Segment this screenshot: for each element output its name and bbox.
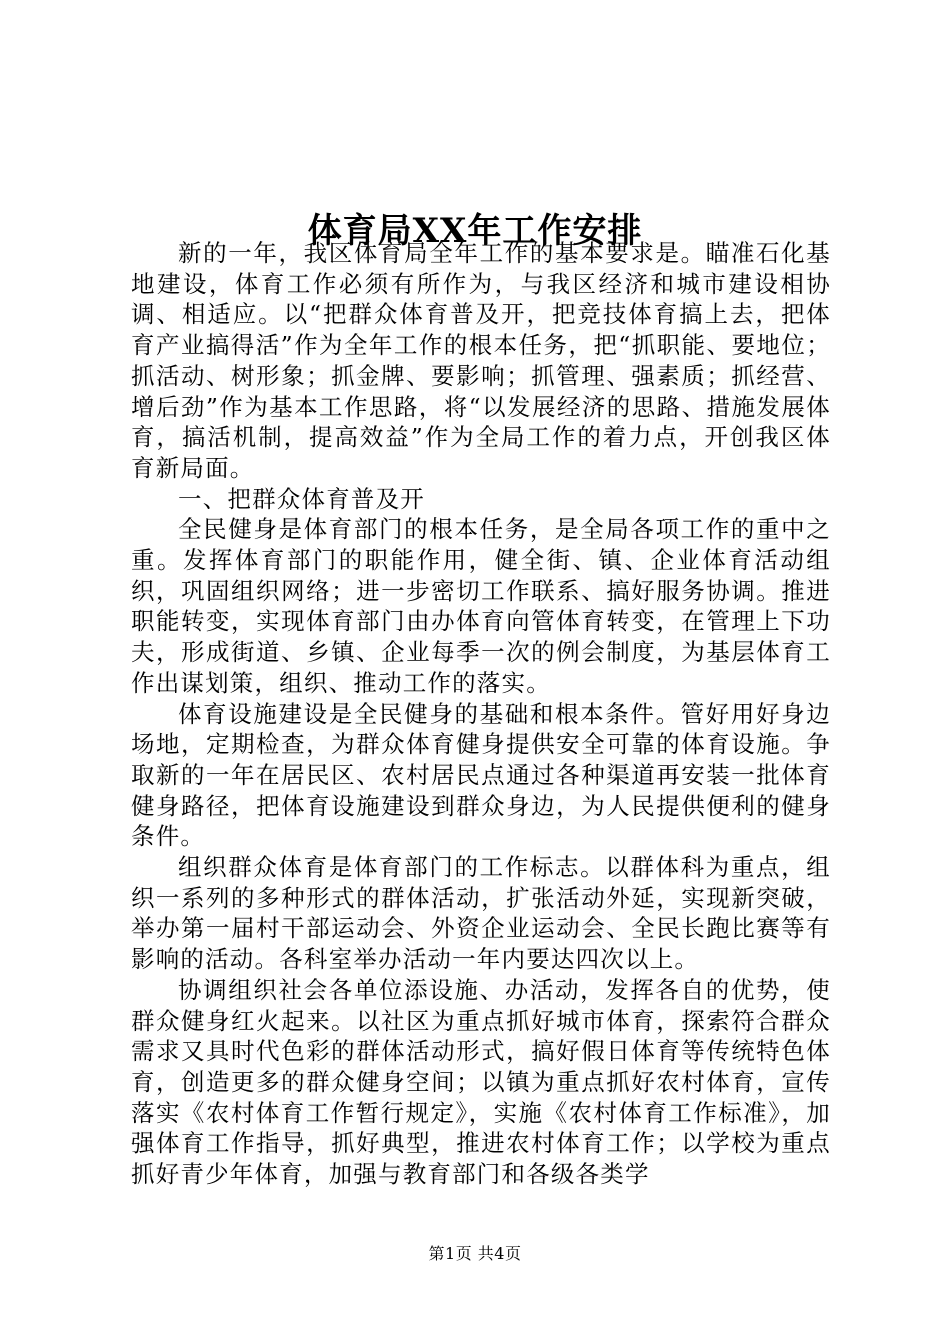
paragraph-intro: 新的一年，我区体育局全年工作的基本要求是。瞄准石化基地建设，体育工作必须有所作为，与我区经济和城市建设相协调、相适应。以“把群众体育普及开，把竞技体育搞上去，把体育产业搞得活”作为全年工作的根本任务，把“抓职能、要地位；抓活动、树形象；抓金牌、要影响；抓管理、强素质；抓经营、增后劲”作为基本工作思路，将“以发展经济的思路、措施发展体育，搞活机制，提高效益”作为全局工作的着力点，开创我区体育新局面。 xyxy=(131,239,831,482)
page-footer: 第1页 共4页 xyxy=(428,1244,522,1263)
document-body xyxy=(131,238,831,1190)
paragraph-fitness-task: 全民健身是体育部门的根本任务，是全局各项工作的重中之重。发挥体育部门的职能作用，健全街、镇、企业体育活动组织，巩固组织网络；进一步密切工作联系、搞好服务协调。推进职能转变，实现体育部门由办体育向管体育转变，在管理上下功夫，形成街道、乡镇、企业每季一次的例会制度，为基层体育工作出谋划策，组织、推动工作的落实。 xyxy=(131,515,831,697)
paragraph-coordination: 协调组织社会各单位添设施、办活动，发挥各自的优势，使群众健身红火起来。以社区为重点抓好城市体育，探索符合群众需求又具时代色彩的群体活动形式，搞好假日体育等传统特色体育，创造更多的群众健身空间；以镇为重点抓好农村体育，宣传落实《农村体育工作暂行规定》，实施《农村体育工作标准》，加强体育工作指导，抓好典型，推进农村体育工作；以学校为重点抓好青少年体育，加强与教育部门和各级各类学 xyxy=(131,975,831,1189)
paragraph-facilities: 体育设施建设是全民健身的基础和根本条件。管好用好身边场地，定期检查，为群众体育健身提供安全可靠的体育设施。争取新的一年在居民区、农村居民点通过各种渠道再安装一批体育健身路径，把体育设施建设到群众身边，为人民提供便利的健身条件。 xyxy=(131,699,831,851)
document-title: 体育局XX年工作安排 xyxy=(307,210,643,251)
section-heading-1: 一、把群众体育普及开 xyxy=(178,484,425,513)
paragraph-mass-sports: 组织群众体育是体育部门的工作标志。以群体科为重点，组织一系列的多种形式的群体活动，扩张活动外延，实现新突破，举办第一届村干部运动会、外资企业运动会、全民长跑比赛等有影响的活动。各科室举办活动一年内要达四次以上。 xyxy=(131,853,831,974)
